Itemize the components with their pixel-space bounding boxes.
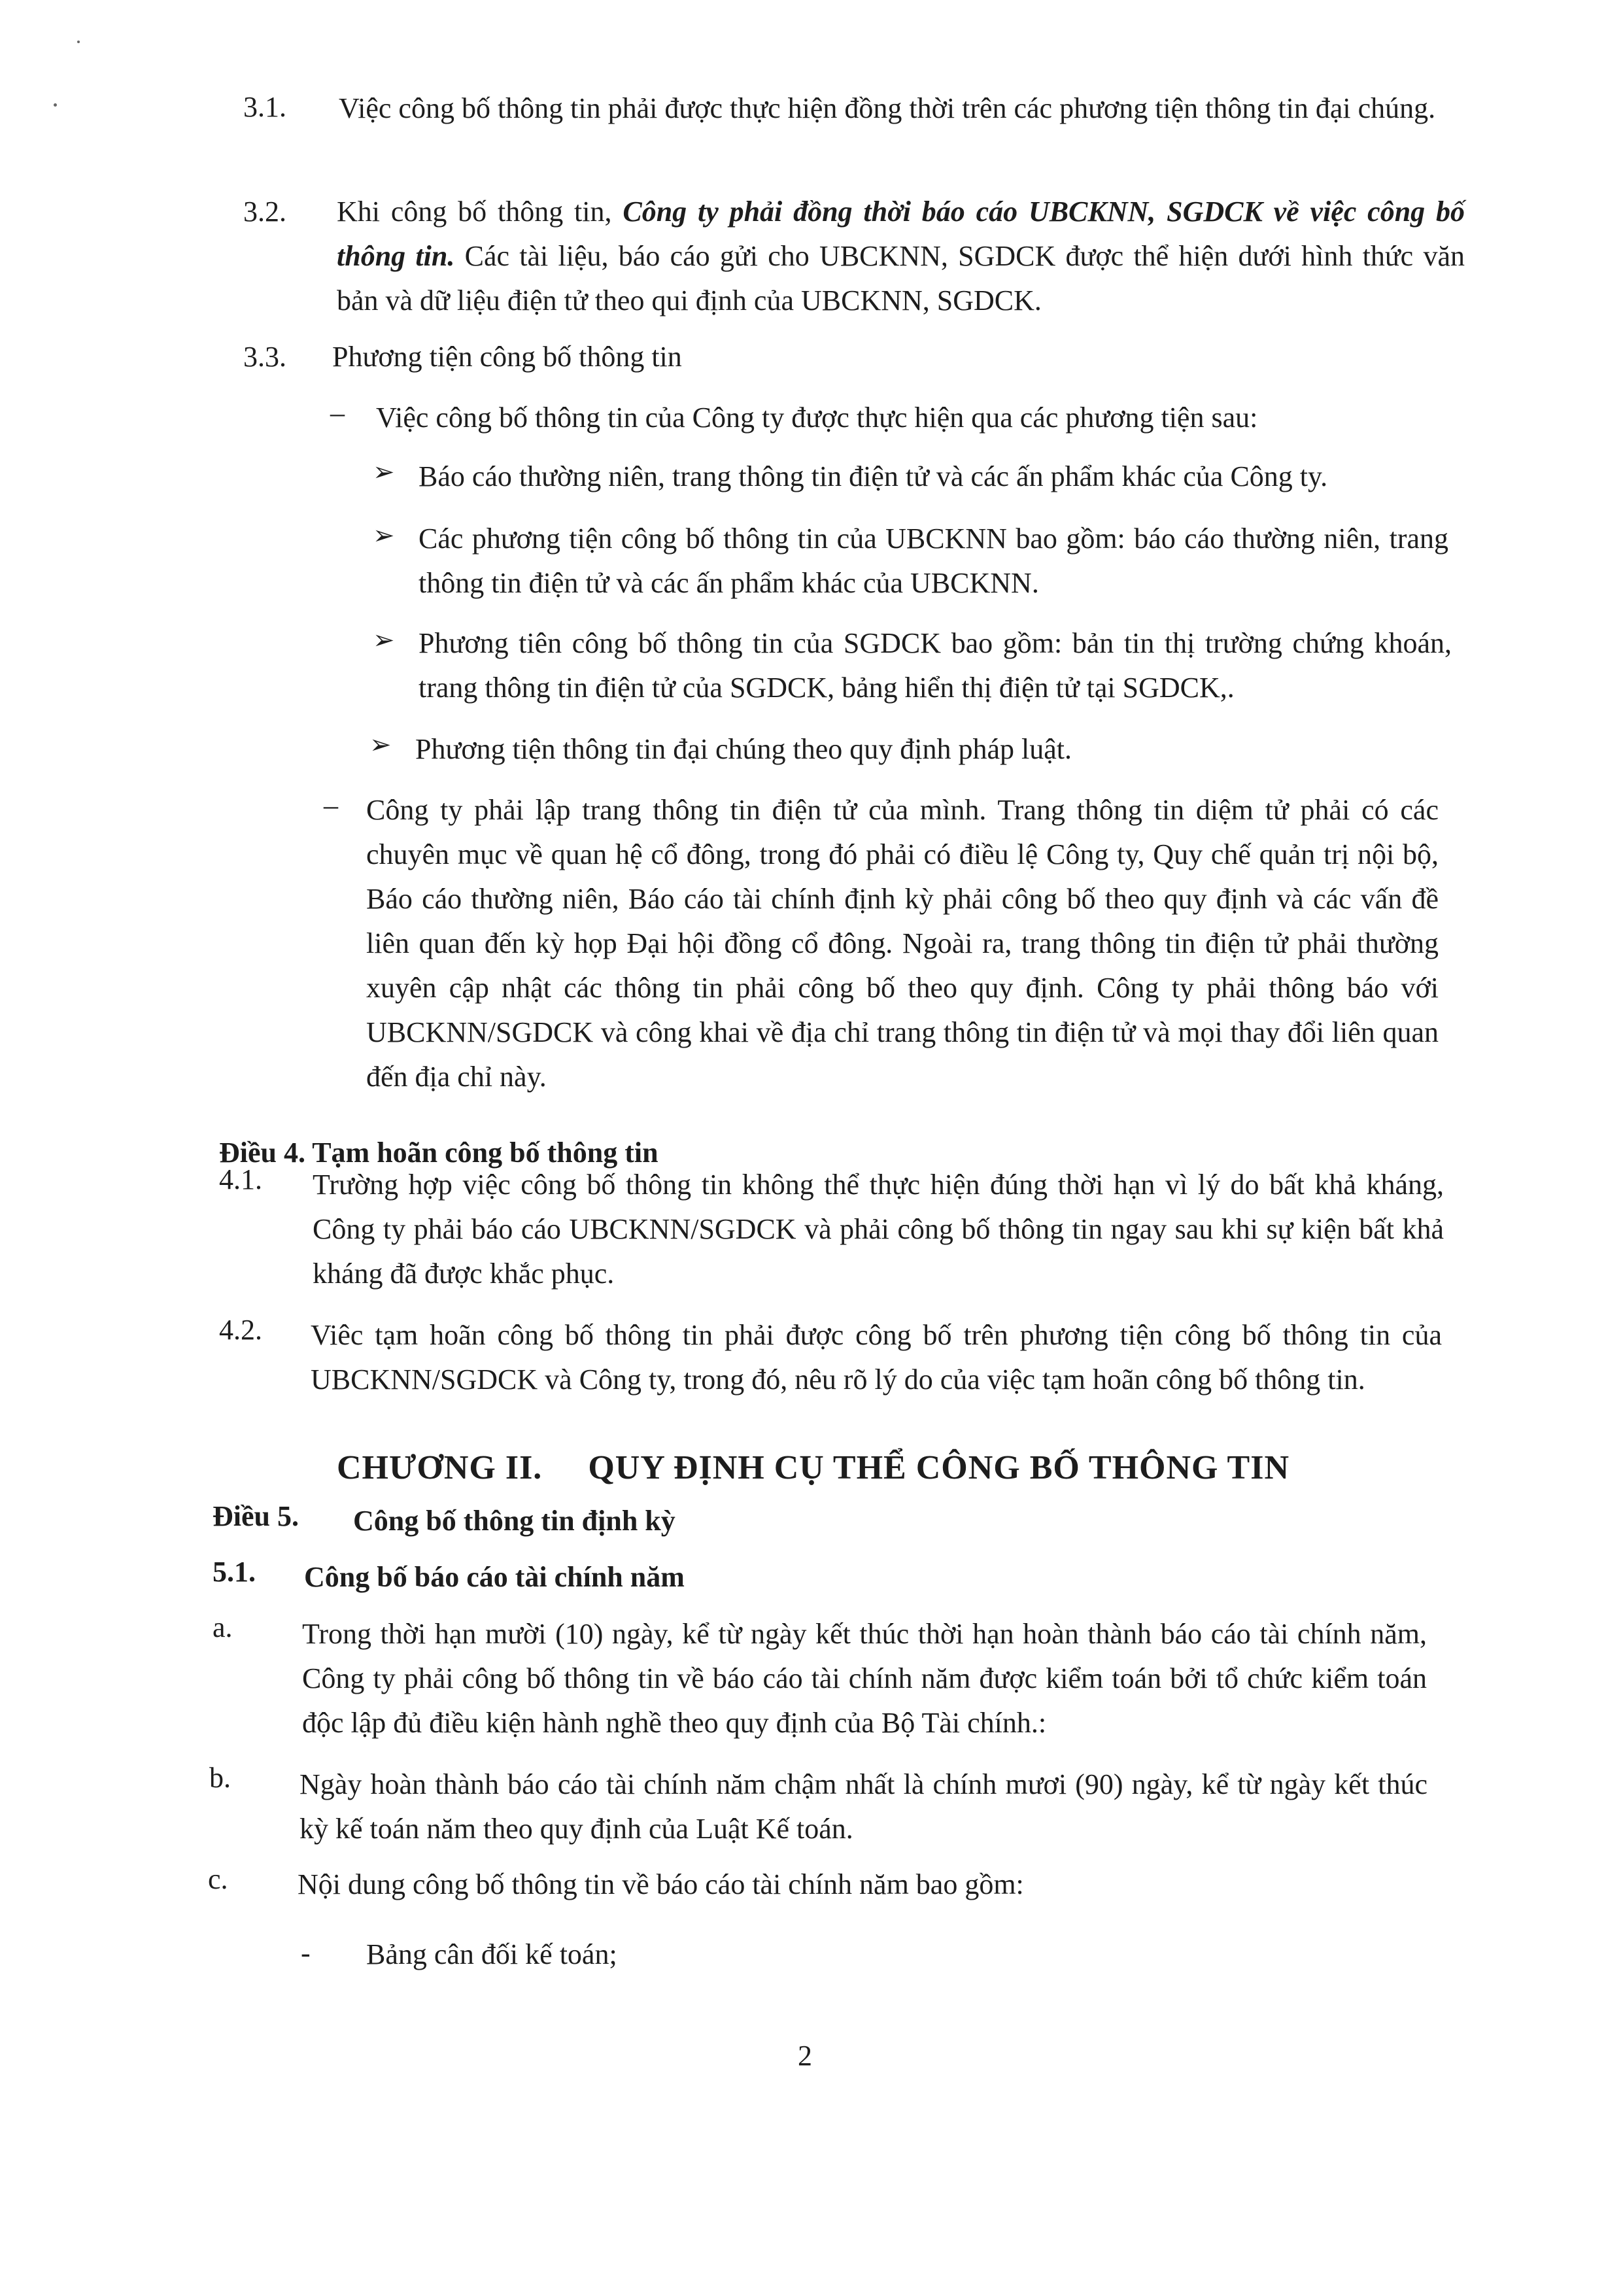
item-letter: c. bbox=[208, 1863, 228, 1895]
chapter-name: QUY ĐỊNH CỤ THỂ CÔNG BỐ THÔNG TIN bbox=[588, 1449, 1290, 1486]
page-number: 2 bbox=[798, 2040, 812, 2072]
arrow-bullet-icon: ➢ bbox=[373, 521, 395, 550]
dash-item-c: Bảng cân đối kế toán; bbox=[366, 1938, 617, 1970]
subsection-title: Công bố báo cáo tài chính năm bbox=[304, 1561, 685, 1593]
paragraph-lead: Khi công bố thông tin, bbox=[337, 196, 623, 228]
arrow-item-1: Báo cáo thường niên, trang thông tin điện tử và các ấn phẩm khác của Công ty. bbox=[419, 460, 1328, 492]
arrow-bullet-icon: ➢ bbox=[373, 457, 395, 487]
paragraph-3-1: Việc công bố thông tin phải được thực hiện đồng thời trên các phương tiện thông tin đại chúng. bbox=[339, 92, 1436, 124]
paragraph-4-2: Viêc tạm hoãn công bố thông tin phải được công bố trên phương tiện công bố thông tin của UBCKNN/SGDCK và Công ty, trong đó, nêu rõ lý do của việc tạm hoãn công bố thông tin. bbox=[311, 1319, 1442, 1396]
article-title: Công bố thông tin định kỳ bbox=[353, 1505, 675, 1537]
paragraph-rest: Các tài liệu, báo cáo gửi cho UBCKNN, SGDCK được thể hiện dưới hình thức văn bản và dữ liệu điện tử theo qui định của UBCKNN, SGDCK. bbox=[337, 240, 1465, 317]
subsection-number: 5.1. bbox=[213, 1556, 256, 1588]
item-letter: a. bbox=[213, 1611, 233, 1643]
dash-item-1: Việc công bố thông tin của Công ty được thực hiện qua các phương tiện sau: bbox=[376, 402, 1258, 434]
item-letter: b. bbox=[209, 1762, 231, 1794]
arrow-item-2: Các phương tiện công bố thông tin của UBCKNN bao gồm: báo cáo thường niên, trang thông tin điện tử và các ấn phẩm khác của UBCKNN. bbox=[419, 523, 1448, 599]
paragraph-5-1-c: Nội dung công bố thông tin về báo cáo tài chính năm bao gồm: bbox=[298, 1868, 1024, 1900]
paragraph-5-1-a: Trong thời hạn mười (10) ngày, kể từ ngày kết thúc thời hạn hoàn thành báo cáo tài chính năm, Công ty phải công bố thông tin về báo cáo tài chính năm được kiểm toán bởi tổ chức kiểm toán độc lập đủ điều kiện hành nghề theo quy định của Bộ Tài chính.: bbox=[302, 1618, 1427, 1739]
arrow-bullet-icon: ➢ bbox=[373, 625, 395, 655]
chapter-title bbox=[337, 1448, 1290, 1487]
item-number: 4.2. bbox=[219, 1314, 262, 1346]
article-label: Điều 5. bbox=[213, 1500, 299, 1532]
dash-bullet: - bbox=[301, 1937, 311, 1969]
dash-bullet: – bbox=[330, 397, 345, 429]
article-heading: Điều 4. Tạm hoãn công bố thông tin bbox=[219, 1137, 658, 1169]
dash-item-2: Công ty phải lập trang thông tin điện tử của mình. Trang thông tin diệm tử phải có các chuyên mục về quan hệ cổ đông, trong đó phải có điều lệ Công ty, Quy chế quản trị nội bộ, Báo cáo thường niên, Báo cáo tài chính định kỳ phải công bố theo quy định và các vấn đề liên quan đến kỳ họp Đại hội đồng cổ đông. Ngoài ra, trang thông tin điện tử phải thường xuyên cập nhật các thông tin phải công bố theo quy định. Công ty phải thông báo với UBCKNN/SGDCK và công khai về địa chỉ trang thông tin điện tử và mọi thay đổi liên quan đến địa chỉ này. bbox=[366, 794, 1439, 1093]
scan-speck bbox=[77, 41, 80, 43]
dash-bullet: – bbox=[324, 789, 338, 821]
arrow-bullet-icon: ➢ bbox=[369, 730, 392, 759]
scan-speck bbox=[54, 103, 57, 107]
item-number: 3.2. bbox=[243, 196, 286, 228]
paragraph-5-1-b: Ngày hoàn thành báo cáo tài chính năm chậm nhất là chính mươi (90) ngày, kể từ ngày kết thúc kỳ kế toán năm theo quy định của Luật Kế toán. bbox=[299, 1768, 1427, 1845]
item-number: 3.3. bbox=[243, 341, 286, 373]
arrow-item-4: Phương tiện thông tin đại chúng theo quy định pháp luật. bbox=[415, 733, 1072, 765]
paragraph-emphasis: Công ty phải đồng thời báo cáo UBCKNN, SGDCK về việc công bố thông tin. bbox=[337, 196, 1465, 272]
paragraph-4-1: Trường hợp việc công bố thông tin không thể thực hiện đúng thời hạn vì lý do bất khả kháng, Công ty phải báo cáo UBCKNN/SGDCK và phải công bố thông tin ngay sau khi sự kiện bất khả kháng đã được khắc phục. bbox=[313, 1169, 1444, 1290]
item-number: 4.1. bbox=[219, 1163, 262, 1195]
chapter-label: CHƯƠNG II. bbox=[337, 1449, 543, 1486]
item-number: 3.1. bbox=[243, 91, 286, 123]
arrow-item-3: Phương tiên công bố thông tin của SGDCK bao gồm: bản tin thị trường chứng khoán, trang thông tin điện tử của SGDCK, bảng hiển thị điện tử tại SGDCK,. bbox=[419, 627, 1452, 704]
section-title-3-3: Phương tiện công bố thông tin bbox=[332, 341, 682, 373]
paragraph-3-2 bbox=[337, 190, 1465, 323]
